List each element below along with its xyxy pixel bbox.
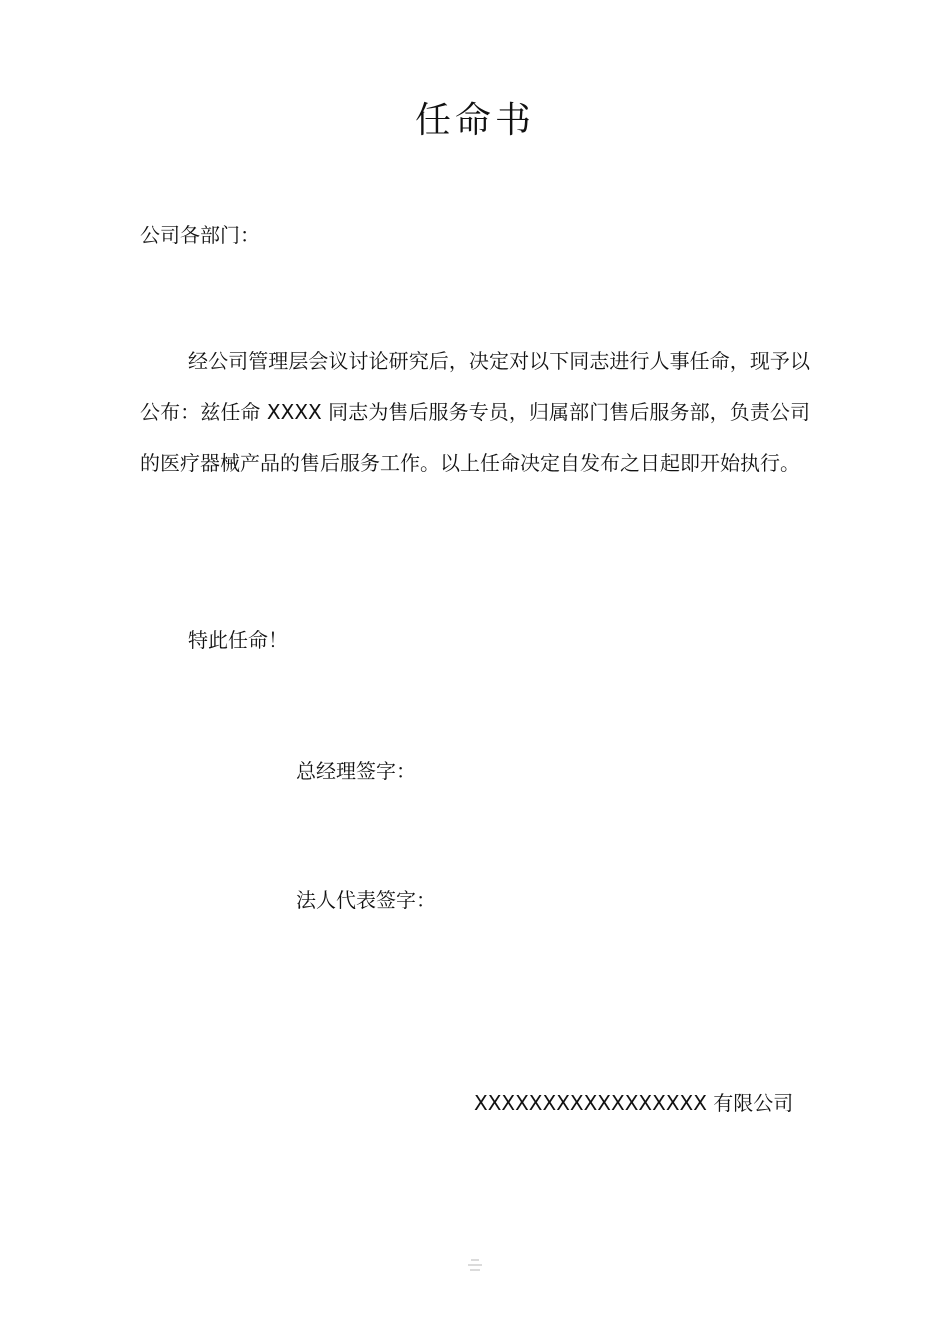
document-title: 任命书 xyxy=(414,100,535,141)
closing-statement: 特此任命！ xyxy=(188,628,288,652)
general-manager-signature-label: 总经理签字： xyxy=(296,759,416,783)
appointment-body: 经公司管理层会议讨论研究后，决定对以下同志进行人事任命，现予以公布：兹任命 XXXX 同志为售后服务专员，归属部门售后服务部，负责公司的医疗器械产品的售后服务工作。以上任命决定自发布之日起即开始执行。 xyxy=(140,349,810,475)
footer-watermark-icon xyxy=(462,1256,488,1278)
legal-representative-signature-label: 法人代表签字： xyxy=(296,888,436,912)
company-name: XXXXXXXXXXXXXXXXX 有限公司 xyxy=(474,1091,794,1115)
salutation: 公司各部门： xyxy=(140,223,260,247)
